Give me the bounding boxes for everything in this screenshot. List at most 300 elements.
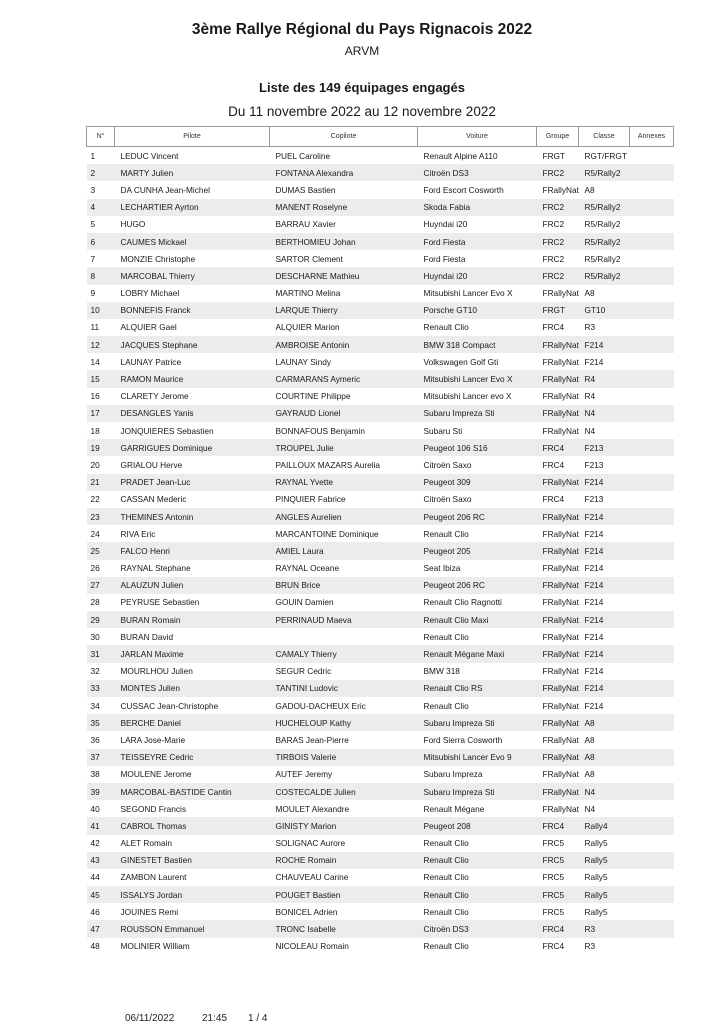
groupe-cell: FRallyNat — [537, 645, 579, 662]
groupe-cell: FRallyNat — [537, 370, 579, 387]
copilote-cell: ROCHE Romain — [270, 852, 418, 869]
pilote-cell: CLARETY Jerome — [120, 391, 189, 402]
table-row — [87, 456, 674, 473]
entry-number-cell: 18 — [90, 425, 100, 436]
table-row — [87, 164, 674, 181]
entry-number-cell: 32 — [90, 666, 100, 677]
annexes-cell — [630, 233, 674, 250]
classe-cell: F214 — [579, 336, 630, 353]
pilote-cell: LOBRY Michael — [120, 288, 180, 299]
classe-cell: F214 — [579, 577, 630, 594]
column-header-pilote: Pilote — [115, 127, 270, 147]
pilote-cell: FALCO Henri — [115, 542, 270, 559]
table-row — [87, 147, 674, 165]
pilote-cell: LECHARTIER Ayrton — [115, 199, 270, 216]
classe-cell: R5/Rally2 — [579, 233, 630, 250]
entry-number-cell: 16 — [90, 391, 100, 402]
copilote-cell: COURTINE Philippe — [275, 391, 351, 402]
annexes-cell — [630, 164, 674, 181]
classe-cell: N4 — [579, 783, 630, 800]
entry-number-cell: 43 — [87, 852, 115, 869]
copilote-cell: BONICEL Adrien — [275, 906, 338, 917]
voiture-cell: Renault Alpine A110 — [423, 150, 498, 161]
voiture-cell: Renault Clio — [423, 941, 469, 952]
annexes-cell — [630, 714, 674, 731]
entry-number-cell: 8 — [87, 267, 115, 284]
page-number: 1 / 4 — [248, 1013, 268, 1024]
entry-number-cell: 11 — [90, 322, 100, 333]
entry-number-cell: 27 — [87, 577, 115, 594]
groupe-cell: FRC2 — [537, 233, 579, 250]
entry-number-cell: 21 — [87, 474, 115, 491]
groupe-cell: FRC2 — [542, 219, 565, 230]
document-subtitle: Liste des 149 équipages engagés — [259, 80, 465, 95]
classe-cell: Rally5 — [584, 872, 608, 883]
table-row — [87, 405, 674, 422]
groupe-cell: FRC5 — [542, 906, 565, 917]
column-header-voiture: Voiture — [418, 127, 537, 147]
table-row — [87, 714, 674, 731]
pilote-cell: GRIALOU Herve — [120, 459, 183, 470]
voiture-cell: Renault Clio Ragnotti — [423, 597, 502, 608]
voiture-cell: Citroën Saxo — [423, 459, 472, 470]
classe-cell: F214 — [579, 542, 630, 559]
copilote-cell: MARTINO Melina — [275, 288, 341, 299]
copilote-cell: MOULET Alexandre — [275, 803, 350, 814]
entry-number-cell: 39 — [87, 783, 115, 800]
copilote-cell: TIRBOIS Valerie — [270, 749, 418, 766]
table-row — [87, 233, 674, 250]
copilote-cell: AMBROISE Antonin — [270, 336, 418, 353]
entry-number-cell: 47 — [87, 920, 115, 937]
entry-number-cell: 44 — [90, 872, 100, 883]
groupe-cell: FRallyNat — [542, 184, 579, 195]
entry-number-cell: 3 — [90, 184, 96, 195]
entry-number-cell: 36 — [90, 734, 100, 745]
entry-number-cell: 33 — [87, 680, 115, 697]
voiture-cell: Ford Sierra Cosworth — [423, 734, 503, 745]
copilote-cell: PAILLOUX MAZARS Aurelia — [275, 459, 381, 470]
groupe-cell: FRallyNat — [542, 803, 579, 814]
groupe-cell: FRallyNat — [542, 631, 579, 642]
column-header-groupe: Groupe — [537, 127, 579, 147]
voiture-cell: BMW 318 Compact — [418, 336, 537, 353]
groupe-cell: FRallyNat — [537, 611, 579, 628]
classe-cell: F214 — [584, 563, 604, 574]
copilote-cell: TRONC Isabelle — [270, 920, 418, 937]
pilote-cell: MOULENE Jerome — [120, 769, 192, 780]
groupe-cell: FRC4 — [537, 439, 579, 456]
groupe-cell: FRallyNat — [542, 769, 579, 780]
copilote-cell: SOLIGNAC Aurore — [275, 838, 346, 849]
voiture-cell: Huyndai i20 — [418, 267, 537, 284]
table-row — [87, 199, 674, 216]
copilote-cell: TANTINI Ludovic — [270, 680, 418, 697]
groupe-cell: FRallyNat — [542, 700, 579, 711]
annexes-cell — [630, 508, 674, 525]
annexes-cell — [630, 903, 674, 920]
groupe-cell: FRallyNat — [542, 528, 579, 539]
copilote-cell: ANGLES Aurelien — [270, 508, 418, 525]
copilote-cell: MANENT Roselyne — [270, 199, 418, 216]
copilote-cell: BONNAFOUS Benjamin — [275, 425, 365, 436]
entry-number-cell: 9 — [90, 288, 96, 299]
pilote-cell: DA CUNHA Jean-Michel — [120, 184, 210, 195]
table-row — [87, 886, 674, 903]
groupe-cell: FRC5 — [537, 886, 579, 903]
annexes-cell — [630, 250, 674, 267]
annexes-cell — [630, 766, 674, 783]
copilote-cell: GAYRAUD Lionel — [270, 405, 418, 422]
classe-cell: R5/Rally2 — [579, 199, 630, 216]
voiture-cell: Renault Clio — [423, 838, 469, 849]
voiture-cell: Ford Fiesta — [423, 253, 466, 264]
voiture-cell: Mitsubishi Lancer evo X — [423, 391, 512, 402]
groupe-cell: FRC5 — [542, 872, 565, 883]
entry-number-cell: 25 — [87, 542, 115, 559]
groupe-cell: FRallyNat — [537, 749, 579, 766]
entry-number-cell: 20 — [90, 459, 100, 470]
voiture-cell: Renault Clio — [423, 322, 469, 333]
annexes-cell — [630, 783, 674, 800]
copilote-cell: RAYNAL Yvette — [270, 474, 418, 491]
pilote-cell: LEDUC Vincent — [120, 150, 179, 161]
pilote-cell: BURAN Romain — [115, 611, 270, 628]
table-row — [87, 594, 674, 611]
annexes-cell — [630, 422, 674, 439]
copilote-cell: PERRINAUD Maeva — [270, 611, 418, 628]
classe-cell: N4 — [579, 405, 630, 422]
classe-cell: F214 — [584, 356, 604, 367]
voiture-cell: Renault Clio — [423, 906, 469, 917]
table-row — [87, 216, 674, 233]
voiture-cell: BMW 318 — [423, 666, 460, 677]
classe-cell: F213 — [584, 459, 604, 470]
voiture-cell: Ford Escort Cosworth — [423, 184, 504, 195]
annexes-cell — [630, 680, 674, 697]
table-row — [87, 250, 674, 267]
pilote-cell: SEGOND Francis — [120, 803, 186, 814]
table-row — [87, 577, 674, 594]
classe-cell: F214 — [579, 508, 630, 525]
table-row — [87, 491, 674, 508]
entry-number-cell: 45 — [87, 886, 115, 903]
entry-number-cell: 34 — [90, 700, 100, 711]
classe-cell: Rally5 — [584, 906, 608, 917]
annexes-cell — [630, 731, 674, 748]
pilote-cell: PEYRUSE Sebastien — [120, 597, 200, 608]
groupe-cell: FRC5 — [537, 852, 579, 869]
groupe-cell: FRallyNat — [537, 474, 579, 491]
copilote-cell: AUTEF Jeremy — [275, 769, 333, 780]
table-row — [87, 852, 674, 869]
table-row — [87, 697, 674, 714]
copilote-cell: ALQUIER Marion — [275, 322, 340, 333]
pilote-cell: MARTY Julien — [115, 164, 270, 181]
groupe-cell: FRC2 — [537, 267, 579, 284]
table-row — [87, 285, 674, 302]
classe-cell: Rally5 — [579, 852, 630, 869]
voiture-cell: Renault Clio — [423, 528, 469, 539]
table-row — [87, 439, 674, 456]
pilote-cell: GARRIGUES Dominique — [115, 439, 270, 456]
table-row — [87, 903, 674, 920]
copilote-cell: PINQUIER Fabrice — [275, 494, 346, 505]
annexes-cell — [630, 491, 674, 508]
classe-cell: F213 — [579, 439, 630, 456]
classe-cell: R5/Rally2 — [584, 219, 621, 230]
pilote-cell: ISSALYS Jordan — [115, 886, 270, 903]
groupe-cell: FRallyNat — [542, 356, 579, 367]
copilote-cell: CHAUVEAU Carine — [275, 872, 349, 883]
entry-number-cell: 7 — [90, 253, 96, 264]
classe-cell: F214 — [584, 597, 604, 608]
annexes-cell — [630, 611, 674, 628]
voiture-cell: Subaru Impreza — [423, 769, 483, 780]
annexes-cell — [630, 852, 674, 869]
groupe-cell: FRC4 — [542, 941, 565, 952]
entry-number-cell: 29 — [87, 611, 115, 628]
column-header-annexes: Annexes — [630, 127, 674, 147]
classe-cell: R3 — [584, 322, 596, 333]
voiture-cell: Renault Clio — [423, 631, 469, 642]
print-date: 06/11/2022 — [125, 1013, 175, 1024]
annexes-cell — [630, 474, 674, 491]
print-time: 21:45 — [202, 1013, 228, 1024]
column-header-classe: Classe — [579, 127, 630, 147]
annexes-cell — [630, 920, 674, 937]
voiture-cell: Renault Mégane — [423, 803, 485, 814]
copilote-cell: MARCANTOINE Dominique — [275, 528, 379, 539]
pilote-cell: MONTES Julien — [115, 680, 270, 697]
entry-number-cell: 6 — [87, 233, 115, 250]
annexes-cell — [630, 835, 674, 852]
table-row — [87, 766, 674, 783]
groupe-cell: FRallyNat — [537, 336, 579, 353]
annexes-cell — [630, 216, 674, 233]
classe-cell: F214 — [584, 700, 604, 711]
annexes-cell — [630, 181, 674, 198]
classe-cell: R3 — [584, 941, 596, 952]
table-row — [87, 628, 674, 645]
entry-number-cell: 12 — [87, 336, 115, 353]
copilote-cell: DESCHARNE Mathieu — [270, 267, 418, 284]
table-row — [87, 783, 674, 800]
voiture-cell: Renault Clio RS — [418, 680, 537, 697]
voiture-cell: Citroën DS3 — [418, 920, 537, 937]
annexes-cell — [630, 663, 674, 680]
classe-cell: Rally5 — [579, 886, 630, 903]
pilote-cell: JARLAN Maxime — [115, 645, 270, 662]
classe-cell: A8 — [584, 288, 595, 299]
annexes-cell — [630, 817, 674, 834]
table-row — [87, 731, 674, 748]
classe-cell: F214 — [579, 680, 630, 697]
entry-number-cell: 46 — [90, 906, 100, 917]
groupe-cell: FRallyNat — [537, 680, 579, 697]
pilote-cell: DESANGLES Yanis — [115, 405, 270, 422]
annexes-cell — [630, 285, 674, 302]
annexes-cell — [630, 869, 674, 886]
classe-cell: R5/Rally2 — [584, 253, 621, 264]
voiture-cell: Ford Fiesta — [418, 233, 537, 250]
entry-number-cell: 48 — [90, 941, 100, 952]
classe-cell: A8 — [584, 769, 595, 780]
annexes-cell — [630, 542, 674, 559]
pilote-cell: MARCOBAL Thierry — [115, 267, 270, 284]
annexes-cell — [630, 560, 674, 577]
copilote-cell: LAUNAY Sindy — [275, 356, 331, 367]
voiture-cell: Peugeot 205 — [418, 542, 537, 559]
entry-number-cell: 4 — [87, 199, 115, 216]
table-row — [87, 525, 674, 542]
classe-cell: F214 — [584, 528, 604, 539]
pilote-cell: BONNEFIS Franck — [115, 302, 270, 319]
table-row — [87, 267, 674, 284]
entry-number-cell: 26 — [90, 563, 100, 574]
annexes-cell — [630, 319, 674, 336]
groupe-cell: FRallyNat — [537, 783, 579, 800]
voiture-cell: Renault Clio — [423, 700, 469, 711]
pilote-cell: THEMINES Antonin — [115, 508, 270, 525]
classe-cell: F214 — [579, 611, 630, 628]
table-row — [87, 319, 674, 336]
table-row — [87, 302, 674, 319]
classe-cell: GT10 — [579, 302, 630, 319]
pilote-cell: PRADET Jean-Luc — [115, 474, 270, 491]
pilote-cell: MOLINIER William — [120, 941, 190, 952]
voiture-cell: Mitsubishi Lancer Evo X — [418, 370, 537, 387]
voiture-cell: Citroën DS3 — [418, 164, 537, 181]
copilote-cell: POUGET Bastien — [270, 886, 418, 903]
pilote-cell: JONQUIERES Sebastien — [120, 425, 214, 436]
voiture-cell: Peugeot 208 — [418, 817, 537, 834]
voiture-cell: Volkswagen Golf Gti — [423, 356, 499, 367]
classe-cell: A8 — [579, 749, 630, 766]
table-row — [87, 388, 674, 405]
pilote-cell: MARCOBAL-BASTIDE Cantin — [115, 783, 270, 800]
voiture-cell: Subaru Impreza Sti — [418, 783, 537, 800]
pilote-cell: ROUSSON Emmanuel — [115, 920, 270, 937]
entry-number-cell: 5 — [90, 219, 96, 230]
annexes-cell — [630, 749, 674, 766]
table-row — [87, 508, 674, 525]
classe-cell: RGT/FRGT — [584, 150, 627, 161]
entry-number-cell: 19 — [87, 439, 115, 456]
entry-number-cell: 30 — [90, 631, 100, 642]
entry-number-cell: 42 — [90, 838, 100, 849]
groupe-cell: FRallyNat — [542, 288, 579, 299]
entry-number-cell: 17 — [87, 405, 115, 422]
voiture-cell: Peugeot 106 S16 — [418, 439, 537, 456]
entry-number-cell: 37 — [87, 749, 115, 766]
copilote-cell: CAMALY Thierry — [270, 645, 418, 662]
pilote-cell: RAYNAL Stephane — [120, 563, 191, 574]
table-row — [87, 542, 674, 559]
pilote-cell: ZAMBON Laurent — [120, 872, 187, 883]
event-dates: Du 11 novembre 2022 au 12 novembre 2022 — [228, 104, 496, 119]
table-row — [87, 560, 674, 577]
annexes-cell — [630, 645, 674, 662]
entry-number-cell: 41 — [87, 817, 115, 834]
copilote-cell: BERTHOMIEU Johan — [270, 233, 418, 250]
entry-number-cell: 31 — [87, 645, 115, 662]
copilote-cell: TROUPEL Julie — [270, 439, 418, 456]
pilote-cell: LARA Jose-Marie — [120, 734, 186, 745]
voiture-cell: Subaru Sti — [423, 425, 463, 436]
annexes-cell — [630, 697, 674, 714]
copilote-cell: GOUIN Damien — [275, 597, 334, 608]
copilote-cell: BRUN Brice — [270, 577, 418, 594]
groupe-cell: FRC4 — [542, 459, 565, 470]
classe-cell: A8 — [584, 734, 595, 745]
annexes-cell — [630, 886, 674, 903]
annexes-cell — [630, 336, 674, 353]
entry-number-cell: 2 — [87, 164, 115, 181]
groupe-cell: FRC4 — [542, 322, 565, 333]
copilote-cell: CARMARANS Aymeric — [270, 370, 418, 387]
table-row — [87, 869, 674, 886]
classe-cell: A8 — [579, 714, 630, 731]
table-row — [87, 749, 674, 766]
voiture-cell: Peugeot 206 RC — [418, 577, 537, 594]
classe-cell: F214 — [584, 631, 604, 642]
annexes-cell — [630, 147, 674, 165]
pilote-cell: RIVA Eric — [120, 528, 156, 539]
pilote-cell: RAMON Maurice — [115, 370, 270, 387]
classe-cell: N4 — [584, 803, 596, 814]
classe-cell: R5/Rally2 — [579, 164, 630, 181]
voiture-cell: Porsche GT10 — [418, 302, 537, 319]
copilote-cell: BARAS Jean-Pierre — [275, 734, 349, 745]
groupe-cell: FRallyNat — [537, 508, 579, 525]
table-row — [87, 645, 674, 662]
copilote-cell — [270, 628, 418, 645]
annexes-cell — [630, 439, 674, 456]
groupe-cell: FRallyNat — [542, 563, 579, 574]
document-title: 3ème Rallye Régional du Pays Rignacois 2022 — [191, 21, 533, 38]
classe-cell: Rally5 — [584, 838, 608, 849]
annexes-cell — [630, 594, 674, 611]
table-row — [87, 370, 674, 387]
copilote-cell: PUEL Caroline — [275, 150, 331, 161]
groupe-cell: FRallyNat — [542, 597, 579, 608]
annexes-cell — [630, 525, 674, 542]
pilote-cell: GINESTET Bastien — [115, 852, 270, 869]
entry-number-cell: 40 — [90, 803, 100, 814]
entry-number-cell: 10 — [87, 302, 115, 319]
groupe-cell: FRC5 — [542, 838, 565, 849]
annexes-cell — [630, 353, 674, 370]
table-row — [87, 422, 674, 439]
groupe-cell: FRC2 — [542, 253, 565, 264]
groupe-cell: FRallyNat — [537, 405, 579, 422]
groupe-cell: FRC2 — [537, 164, 579, 181]
entry-number-cell: 23 — [87, 508, 115, 525]
groupe-cell: FRallyNat — [542, 425, 579, 436]
entry-number-cell: 22 — [90, 494, 100, 505]
entry-number-cell: 15 — [87, 370, 115, 387]
classe-cell: R4 — [579, 370, 630, 387]
groupe-cell: FRallyNat — [542, 391, 579, 402]
voiture-cell: Renault Mégane Maxi — [418, 645, 537, 662]
column-header-number: N° — [87, 127, 115, 147]
entry-number-cell: 1 — [90, 150, 96, 161]
table-row — [87, 353, 674, 370]
copilote-cell: SEGUR Cedric — [275, 666, 332, 677]
pilote-cell: JOUINES Remi — [120, 906, 179, 917]
voiture-cell: Peugeot 206 RC — [418, 508, 537, 525]
